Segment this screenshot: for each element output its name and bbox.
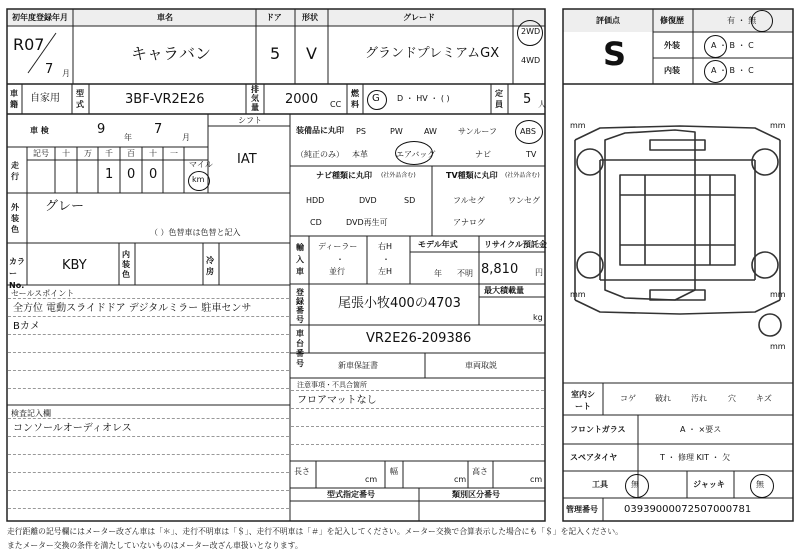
- sheet-item-3: 穴: [728, 394, 736, 403]
- shape-label: 形状: [302, 13, 318, 22]
- recycle-label: リサイクル預託金: [484, 240, 547, 249]
- car-name-label: 車名: [157, 13, 173, 22]
- reg-year: R07: [13, 35, 45, 54]
- equip-aw: AW: [424, 127, 437, 136]
- sheet-item-4: キズ: [756, 394, 772, 403]
- windshield-value: A ・ ×要ス: [680, 425, 722, 434]
- km-label: km: [192, 175, 205, 184]
- capacity-unit: 人: [538, 100, 546, 109]
- first-reg-label: 初年度登録年月: [12, 13, 68, 22]
- displacement-label: 排気量: [251, 85, 259, 112]
- import-dot: ・: [336, 255, 344, 264]
- spare-label: スペアタイヤ: [570, 453, 618, 462]
- model-year-label: モデル年式: [418, 240, 458, 249]
- tv-fullseg: フルセグ: [453, 196, 485, 205]
- management-value: 03939000072507000781: [624, 504, 752, 515]
- equip-navi: ナビ: [475, 150, 491, 159]
- displacement-value: 2000: [285, 92, 319, 107]
- import-dot-2: ・: [382, 255, 390, 264]
- score-label: 評価点: [596, 16, 620, 25]
- mm-3: mm: [570, 290, 586, 299]
- reg-month: 7: [45, 62, 54, 77]
- fuel-g: G: [372, 93, 380, 104]
- door-label: ドア: [266, 13, 282, 22]
- mileage-col-0: 記号: [33, 149, 49, 158]
- chassis-label: 車台番号: [296, 329, 304, 368]
- mileage-col-1: 十: [62, 149, 70, 158]
- navi-dvd-play: DVD再生可: [346, 218, 388, 227]
- repair-circle: [751, 10, 773, 32]
- length-label: 長さ: [294, 467, 310, 476]
- registration-label: 車 籍: [10, 89, 18, 109]
- registration-no-value: 尾張小牧400の4703: [338, 296, 461, 311]
- recycle-value: 8,810: [481, 262, 519, 277]
- recycle-unit: 円: [535, 268, 543, 277]
- tools-label: 工具: [592, 480, 608, 489]
- registration-value: 自家用: [30, 93, 60, 104]
- inspection-memo-label: 検査記入欄: [11, 409, 51, 418]
- sheet-item-0: コゲ: [620, 394, 636, 403]
- inspection-memo-line1: コンソールオーディオレス: [13, 423, 132, 434]
- model-value: 3BF-VR2E26: [125, 92, 205, 107]
- displacement-unit: CC: [330, 100, 342, 109]
- length-unit: cm: [365, 475, 378, 484]
- exterior-circle: [704, 35, 727, 58]
- type-category-label: 類別区分番号: [452, 490, 500, 499]
- equip-abs: ABS: [520, 127, 536, 136]
- mileage-digit-5: 0: [149, 167, 158, 182]
- repair-label: 修復歴: [660, 16, 684, 25]
- mile-label: マイル: [189, 160, 213, 169]
- height-label: 高さ: [472, 467, 488, 476]
- model-year-unit: 年: [434, 269, 442, 278]
- exterior-value: A ・ B ・ C: [711, 41, 754, 50]
- mileage-col-2: 万: [84, 149, 92, 158]
- spare-value: T ・ 修理 KIT ・ 欠: [660, 453, 731, 462]
- mm-5: mm: [770, 342, 786, 351]
- drive-4wd: 4WD: [521, 56, 541, 65]
- mileage-col-5: 十: [149, 149, 157, 158]
- color-note: （ ）色替車は色替と記入: [150, 228, 241, 237]
- shift-label: シフト: [238, 116, 262, 125]
- inspection-year-unit: 年: [124, 133, 132, 142]
- width-unit: cm: [454, 475, 467, 484]
- import-label: 輸入車: [296, 243, 304, 276]
- grade-label: グレード: [403, 13, 435, 22]
- mm-1: mm: [570, 121, 586, 130]
- warranty-manual: 車両取説: [465, 361, 497, 370]
- shift-value: IAT: [237, 152, 257, 167]
- windshield-label: フロントガラス: [570, 425, 626, 434]
- inspection-month-unit: 月: [182, 133, 190, 142]
- equip-airbag: エアバッグ: [396, 150, 436, 159]
- right-h: 右H: [378, 242, 393, 251]
- mm-4: mm: [770, 290, 786, 299]
- inspection-year: 9: [97, 122, 106, 137]
- left-h: 左H: [378, 267, 393, 276]
- mm-2: mm: [770, 121, 786, 130]
- fuel-options: D ・ HV ・ ( ): [397, 94, 450, 103]
- mileage-label: 走 行: [11, 161, 19, 181]
- car-name: キャラバン: [131, 44, 212, 63]
- tv-label: TV種類に丸印: [446, 171, 498, 180]
- max-load-unit: kg: [533, 313, 543, 322]
- model-year-value: 不明: [457, 269, 473, 278]
- mileage-col-3: 千: [105, 149, 113, 158]
- import-dealer: ディーラー: [318, 242, 358, 251]
- navi-label: ナビ種類に丸印: [316, 171, 372, 180]
- height-unit: cm: [530, 475, 543, 484]
- score-value: S: [603, 35, 627, 73]
- inspection-label: 車 検: [30, 126, 49, 135]
- grade: グランドプレミアムGX: [365, 46, 500, 61]
- equip-leather: 本革: [352, 150, 368, 159]
- equip-tv: TV: [526, 150, 537, 159]
- navi-cd: CD: [310, 218, 322, 227]
- doors: 5: [270, 44, 281, 63]
- equip-sunroof: サンルーフ: [458, 127, 497, 136]
- equip-ps: PS: [356, 127, 366, 136]
- tools-value: 無: [631, 480, 639, 489]
- sheet-item-1: 破れ: [655, 394, 671, 403]
- type-designation-label: 型式指定番号: [327, 490, 375, 499]
- interior-value: A ・ B ・ C: [711, 66, 754, 75]
- registration-no-label: 登録番号: [296, 288, 304, 324]
- footer-line1: 走行距離の記号欄にはメーター改ざん車は「＊」、走行不明車は「＄」、走行不明車は「＃」を記入してください。メーター交換で合算表示した場合にも「＄」を記入ください。: [7, 527, 623, 536]
- sales-point-line2: Bカメ: [13, 321, 40, 332]
- footer-line2: またメーター交換の条件を満たしていないものはメーター改ざん車扱いとなります。: [7, 541, 303, 550]
- mileage-col-6: 一: [170, 149, 178, 158]
- max-load-label: 最大積載量: [484, 286, 524, 295]
- shape: V: [306, 44, 317, 63]
- import-parallel: 並行: [329, 267, 345, 276]
- tv-analog: アナログ: [453, 218, 485, 227]
- model-label: 型 式: [76, 89, 84, 109]
- repair-value: 有 ・ 無: [727, 16, 757, 25]
- inspection-month: 7: [154, 122, 163, 137]
- drive-2wd: 2WD: [521, 27, 541, 36]
- tv-sub: (社外品含む): [505, 172, 540, 179]
- reg-month-unit: 月: [62, 69, 70, 78]
- interior-label: 内装: [664, 66, 680, 75]
- mileage-digit-4: 0: [127, 167, 136, 182]
- color-label: 外装色: [11, 203, 19, 234]
- color-value: グレー: [45, 199, 85, 214]
- exterior-label: 外装: [664, 41, 680, 50]
- mileage-col-4: 百: [127, 149, 135, 158]
- warranty-new-car: 新車保証書: [338, 361, 378, 370]
- width-label: 幅: [390, 467, 398, 476]
- navi-hdd: HDD: [306, 196, 325, 205]
- tv-oneseg: ワンセグ: [508, 196, 540, 205]
- jack-label: ジャッキ: [693, 480, 725, 489]
- capacity-value: 5: [523, 92, 532, 107]
- mileage-digit-3: 1: [105, 167, 114, 182]
- navi-sub: (社外品含む): [381, 172, 416, 179]
- navi-dvd: DVD: [359, 196, 377, 205]
- sales-point-line1: 全方位 電動スライドドア デジタルミラー 駐車センサ: [13, 303, 252, 314]
- equipment-label: 装備品に丸印: [296, 126, 344, 135]
- equip-pw: PW: [390, 127, 403, 136]
- chassis-value: VR2E26-209386: [366, 331, 472, 346]
- color-no-value: KBY: [62, 258, 87, 273]
- sheet-item-2: 汚れ: [691, 394, 707, 403]
- sales-point-label: セールスポイント: [11, 289, 75, 298]
- jack-value: 無: [756, 480, 764, 489]
- equipment-sublabel: （純正のみ）: [296, 150, 344, 159]
- navi-sd: SD: [404, 196, 416, 205]
- color-no-label: カラー No.: [9, 257, 25, 290]
- notes-value: フロアマットなし: [297, 395, 377, 406]
- management-label: 管理番号: [566, 505, 598, 514]
- ac-label: 冷房: [206, 256, 214, 276]
- car-diagram: [575, 126, 780, 314]
- interior-sheet-label: 室内シート: [571, 390, 595, 411]
- interior-circle: [704, 60, 727, 83]
- fuel-label: 燃 料: [351, 89, 359, 109]
- capacity-label: 定 員: [495, 89, 503, 109]
- notes-label: 注意事項・不具合箇所: [297, 381, 367, 389]
- interior-color-label: 内装色: [122, 250, 130, 279]
